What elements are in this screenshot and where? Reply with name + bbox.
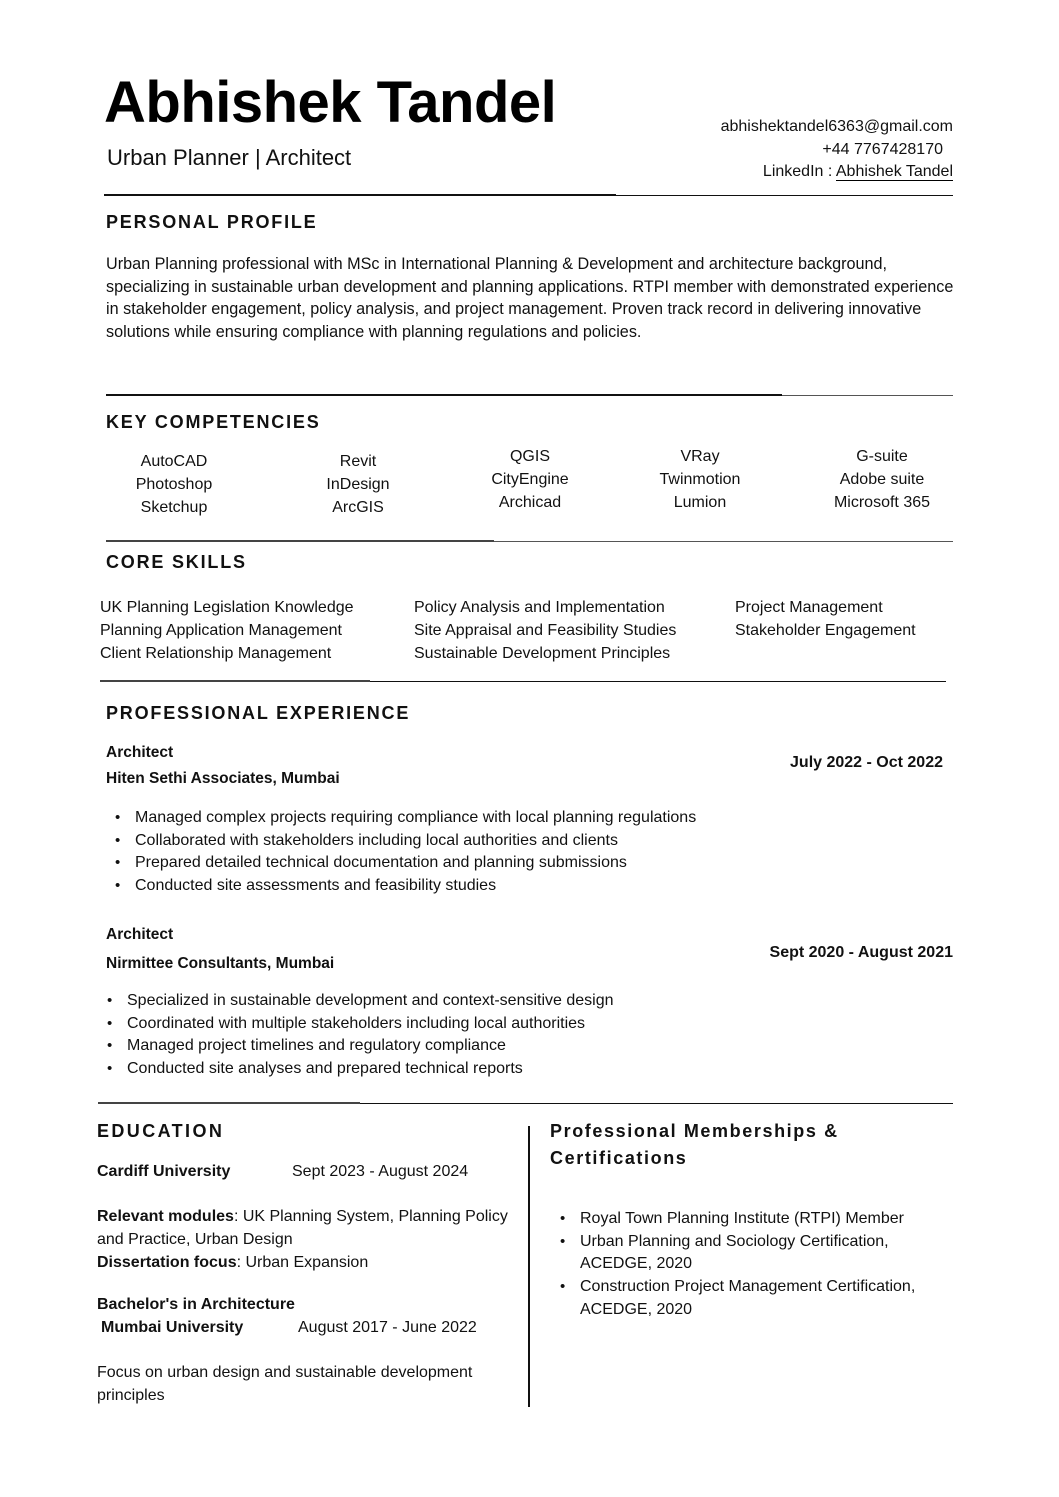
candidate-name: Abhishek Tandel bbox=[104, 70, 557, 135]
education-dates: Sept 2023 - August 2024 bbox=[292, 1163, 469, 1180]
memberships-list bbox=[550, 1208, 950, 1322]
header-divider-left bbox=[104, 194, 616, 196]
job-bullet: • Conducted site analyses and prepared technical reports bbox=[105, 1058, 614, 1081]
core-skill-item: Sustainable Development Principles bbox=[414, 645, 671, 662]
job-dates: July 2022 - Oct 2022 bbox=[790, 754, 943, 771]
education-header-row bbox=[97, 1160, 517, 1183]
skills-divider-left bbox=[100, 680, 370, 682]
section-title-education: EDUCATION bbox=[97, 1121, 225, 1141]
modules-label: Relevant modules bbox=[97, 1208, 234, 1225]
competency-item: VRay bbox=[680, 448, 720, 465]
job-bullet: • Managed complex projects requiring compliance with local planning regulations bbox=[113, 807, 696, 830]
competency-item: CityEngine bbox=[491, 471, 569, 488]
competencies-divider-right bbox=[494, 541, 953, 542]
core-skills-column bbox=[100, 596, 354, 665]
job-bullet: • Prepared detailed technical documentation and planning submissions bbox=[113, 852, 696, 875]
core-skill-item: UK Planning Legislation Knowledge bbox=[100, 599, 354, 616]
contact-email[interactable]: abhishektandel6363@gmail.com bbox=[720, 118, 953, 135]
competency-item: Revit bbox=[339, 453, 377, 470]
dissertation-label: Dissertation focus bbox=[97, 1254, 237, 1271]
membership-item: • Royal Town Planning Institute (RTPI) Member bbox=[550, 1208, 950, 1231]
education-dissertation bbox=[97, 1251, 517, 1274]
job-bullet: • Conducted site assessments and feasibility studies bbox=[113, 875, 696, 898]
education-entry-cardiff bbox=[97, 1160, 517, 1274]
profile-divider-left bbox=[106, 394, 782, 396]
section-title-personal-profile: PERSONAL PROFILE bbox=[106, 212, 318, 232]
job-bullets bbox=[105, 990, 614, 1081]
education-focus: Focus on urban design and sustainable development principles bbox=[97, 1364, 473, 1404]
job-bullet: • Collaborated with stakeholders including local authorities and clients bbox=[113, 830, 696, 853]
core-skill-item: Policy Analysis and Implementation bbox=[414, 599, 665, 616]
competency-item: Sketchup bbox=[140, 499, 208, 516]
competency-item: Adobe suite bbox=[839, 471, 925, 488]
dissertation-text: : Urban Expansion bbox=[236, 1254, 369, 1271]
competency-column bbox=[298, 450, 418, 519]
competency-column bbox=[465, 445, 595, 514]
core-skill-item: Stakeholder Engagement bbox=[735, 622, 916, 639]
linkedin-label: LinkedIn : bbox=[762, 163, 836, 180]
linkedin-link[interactable]: Abhishek Tandel bbox=[835, 163, 953, 180]
education-degree: Bachelor's in Architecture bbox=[97, 1296, 295, 1313]
competency-item: InDesign bbox=[326, 476, 390, 493]
job-bullet: • Managed project timelines and regulatory compliance bbox=[105, 1035, 614, 1058]
competency-item: QGIS bbox=[509, 448, 550, 465]
competency-item: Twinmotion bbox=[659, 471, 741, 488]
section-title-memberships: Professional Memberships & Certifications bbox=[550, 1121, 839, 1168]
skills-divider-right bbox=[370, 681, 946, 682]
contact-phone[interactable]: +44 7767428170 bbox=[822, 140, 943, 158]
job-role: Architect bbox=[106, 744, 174, 761]
education-header-row bbox=[97, 1316, 517, 1339]
competency-item: Photoshop bbox=[135, 476, 213, 493]
competency-item: Lumion bbox=[673, 494, 727, 511]
competency-item: G-suite bbox=[856, 448, 908, 465]
education-dates: August 2017 - June 2022 bbox=[298, 1319, 477, 1336]
membership-item: • Urban Planning and Sociology Certification, ACEDGE, 2020 bbox=[550, 1231, 950, 1276]
competencies-divider-left bbox=[106, 540, 494, 542]
contact-linkedin bbox=[721, 161, 953, 184]
competency-item: Microsoft 365 bbox=[833, 494, 931, 511]
header-divider-right bbox=[616, 195, 953, 196]
core-skill-item: Site Appraisal and Feasibility Studies bbox=[414, 622, 677, 639]
competency-item: ArcGIS bbox=[332, 499, 384, 516]
competency-column bbox=[635, 445, 765, 514]
profile-divider-right bbox=[782, 395, 953, 396]
education-entry-mumbai bbox=[97, 1293, 517, 1407]
job-dates: Sept 2020 - August 2021 bbox=[769, 944, 953, 961]
job-company: Hiten Sethi Associates, Mumbai bbox=[106, 770, 340, 787]
job-company: Nirmittee Consultants, Mumbai bbox=[106, 955, 335, 972]
section-title-core-skills: CORE SKILLS bbox=[106, 552, 247, 572]
modules-text: : UK Planning System, Planning Policy and Practice, Urban Design bbox=[97, 1208, 508, 1248]
competency-item: Archicad bbox=[498, 494, 562, 511]
contact-block bbox=[721, 116, 953, 184]
core-skill-item: Project Management bbox=[735, 599, 883, 616]
experience-divider-right bbox=[360, 1103, 953, 1104]
competency-column bbox=[812, 445, 952, 514]
competency-column bbox=[114, 450, 234, 519]
education-modules bbox=[97, 1205, 517, 1251]
job-role: Architect bbox=[106, 926, 174, 943]
column-divider bbox=[528, 1126, 530, 1407]
candidate-subtitle: Urban Planner | Architect bbox=[107, 145, 352, 170]
core-skill-item: Client Relationship Management bbox=[100, 645, 332, 662]
job-bullet: • Specialized in sustainable development and context-sensitive design bbox=[105, 990, 614, 1013]
core-skills-column bbox=[735, 596, 916, 642]
section-title-experience: PROFESSIONAL EXPERIENCE bbox=[106, 703, 411, 723]
core-skill-item: Planning Application Management bbox=[100, 622, 342, 639]
experience-divider-left bbox=[98, 1102, 360, 1104]
job-bullet: • Coordinated with multiple stakeholders including local authorities bbox=[105, 1013, 614, 1036]
membership-item: • Construction Project Management Certification, ACEDGE, 2020 bbox=[550, 1276, 950, 1321]
personal-profile-text: Urban Planning professional with MSc in International Planning & Development and architecture background, specializing in sustainable urban development and planning applications. RTPI member with demonstrated experience in stakeholder engagement, policy analysis, and project management. Proven track record in delivering innovative solutions while ensuring compliance with planning regulations and policies. bbox=[106, 255, 954, 341]
job-bullets bbox=[113, 807, 696, 898]
education-institution: Mumbai University bbox=[101, 1319, 244, 1336]
core-skills-column bbox=[414, 596, 676, 665]
education-institution: Cardiff University bbox=[97, 1163, 231, 1180]
competency-item: AutoCAD bbox=[140, 453, 208, 470]
section-title-key-competencies: KEY COMPETENCIES bbox=[106, 412, 321, 432]
